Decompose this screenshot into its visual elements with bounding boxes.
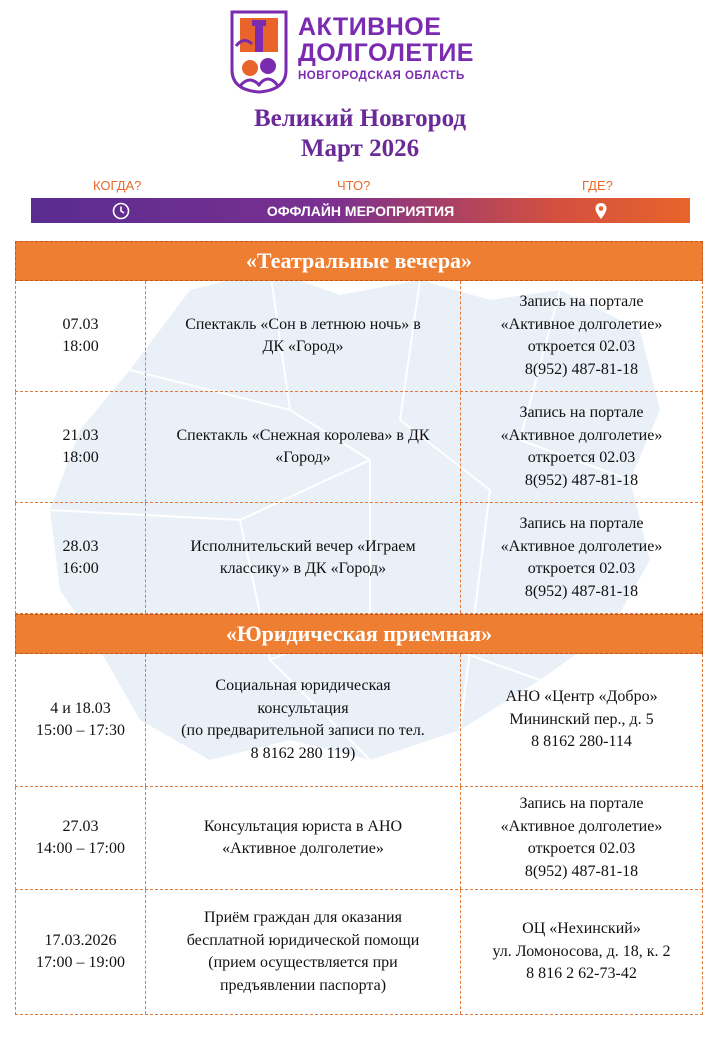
table-row: [15, 281, 703, 392]
table-row: [15, 654, 703, 787]
event-title: Консультация юриста в АНО «Активное долголетие»: [146, 787, 461, 889]
location-pin-icon: [591, 201, 611, 221]
event-title: Спектакль «Сон в летнюю ночь» в ДК «Город»: [146, 281, 461, 391]
page-title-city: Великий Новгород: [253, 105, 467, 132]
label-what: ЧТО?: [337, 178, 371, 193]
section-header-theater: «Театральные вечера»: [15, 241, 703, 281]
event-location: АНО «Центр «Добро» Мининский пер., д. 5 8 8162 280-114: [505, 688, 658, 751]
event-date: 4 и 18.03 15:00 – 17:30: [16, 654, 146, 786]
section-header-legal: «Юридическая приемная»: [15, 614, 703, 654]
logo: [228, 10, 498, 96]
event-location: ОЦ «Нехинский» ул. Ломоносова, д. 18, к. 2 8 816 2 62-73-42: [492, 920, 671, 983]
table-row: [15, 503, 703, 614]
label-when: КОГДА?: [93, 178, 142, 193]
table-row: [15, 787, 703, 890]
banner-title: ОФФЛАЙН МЕРОПРИЯТИЯ: [266, 203, 455, 219]
logo-badge-icon: [228, 10, 290, 94]
event-title: Спектакль «Снежная королева» в ДК «Город»: [146, 392, 461, 502]
label-where: ГДЕ?: [582, 178, 613, 193]
event-title: Социальная юридическая консультация (по предварительной записи по тел. 8 8162 280 119): [146, 654, 461, 786]
event-date: 21.03 18:00: [16, 392, 146, 502]
logo-subtitle: НОВГОРОДСКАЯ ОБЛАСТЬ: [298, 70, 465, 82]
logo-title-line1: АКТИВНОЕ: [298, 13, 442, 41]
events-table: [15, 241, 703, 1015]
event-title: Приём граждан для оказания бесплатной юридической помощи (прием осуществляется при предъявлении паспорта): [146, 890, 461, 1014]
event-title: Исполнительский вечер «Играем классику» в ДК «Город»: [146, 503, 461, 613]
event-date: 17.03.2026 17:00 – 19:00: [16, 890, 146, 1014]
event-location: Запись на портале «Активное долголетие» откроется 02.03 8(952) 487-81-18: [500, 515, 663, 600]
event-location: Запись на портале «Активное долголетие» откроется 02.03 8(952) 487-81-18: [500, 293, 663, 378]
offline-events-banner: [31, 198, 690, 223]
table-row: [15, 890, 703, 1015]
event-location: Запись на портале «Активное долголетие» откроется 02.03 8(952) 487-81-18: [500, 795, 663, 880]
table-row: [15, 392, 703, 503]
page-title-month: Март 2026: [300, 135, 420, 162]
logo-title-line2: ДОЛГОЛЕТИЕ: [298, 39, 474, 67]
event-date: 27.03 14:00 – 17:00: [16, 787, 146, 889]
event-date: 28.03 16:00: [16, 503, 146, 613]
event-location: Запись на портале «Активное долголетие» откроется 02.03 8(952) 487-81-18: [500, 404, 663, 489]
event-date: 07.03 18:00: [16, 281, 146, 391]
